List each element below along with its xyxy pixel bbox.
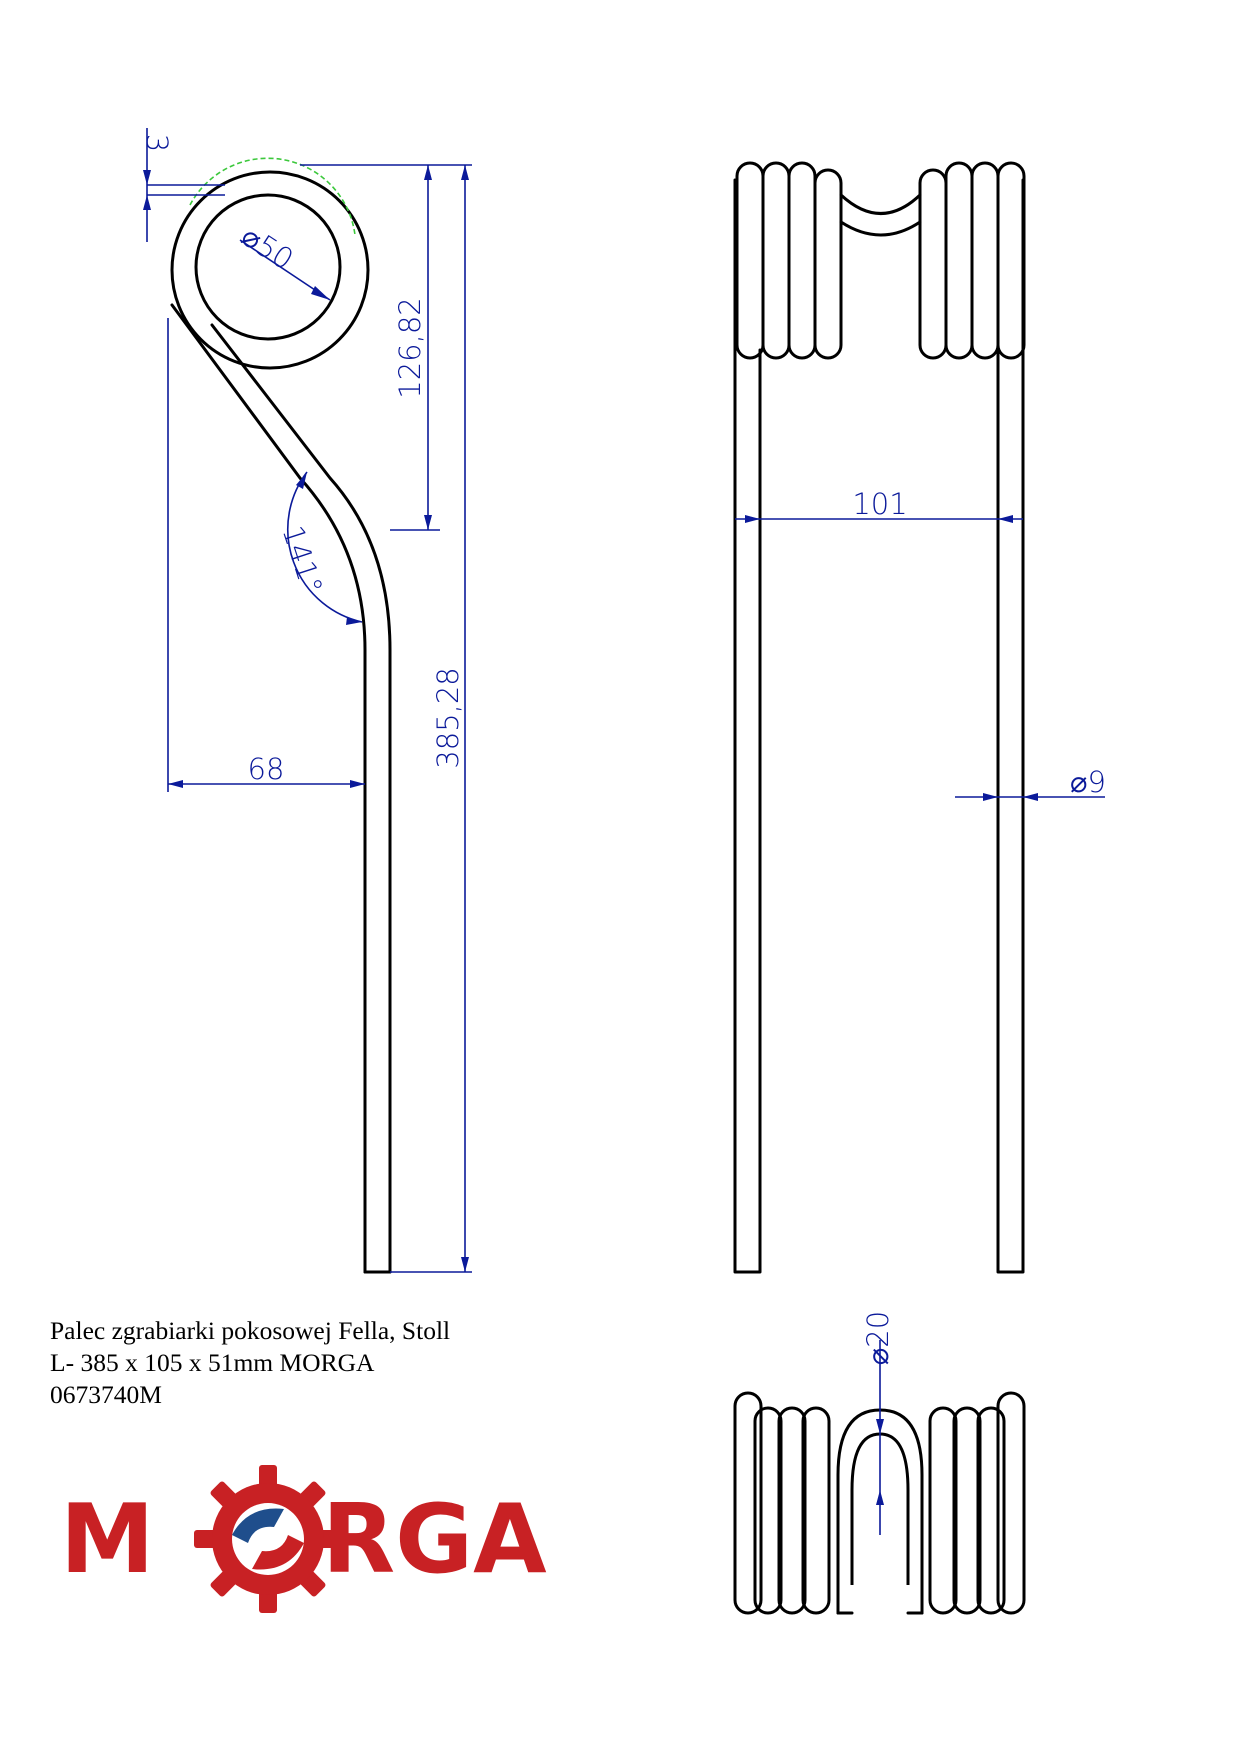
arrow [461, 1257, 469, 1272]
arrow [876, 1490, 884, 1505]
winding [978, 1408, 1004, 1613]
caption-line-2: L- 385 x 105 x 51mm MORGA [50, 1348, 375, 1377]
winding [737, 163, 763, 358]
dim-angle-label: 141° [275, 521, 330, 599]
arrow [143, 195, 151, 210]
side-view [140, 128, 472, 1272]
winding [954, 1408, 980, 1613]
winding [789, 163, 815, 358]
dim-eye-height-label: 126,82 [393, 297, 427, 399]
front-view [735, 163, 1106, 1272]
right-leg [998, 180, 1023, 1272]
winding [815, 170, 841, 358]
gear-icon [194, 1465, 342, 1613]
dim-thickness-label: 3 [140, 133, 174, 153]
winding [735, 1393, 761, 1613]
winding [998, 163, 1024, 358]
bridge-top [841, 195, 920, 214]
arrow [424, 515, 432, 530]
winding [920, 170, 946, 358]
logo-letters-rga: RGA [322, 1485, 547, 1595]
dim-width-label: 101 [852, 487, 908, 521]
dim-total-length-label: 385,28 [431, 667, 465, 769]
arrow [876, 1419, 884, 1434]
dim-offset-label: 68 [247, 752, 285, 786]
logo-letter-m: M [60, 1485, 155, 1595]
arrow [461, 165, 469, 180]
bridge-bottom [841, 222, 920, 235]
arrow [745, 515, 760, 523]
dim-wire-label: ⌀9 [1070, 765, 1106, 799]
winding [930, 1408, 956, 1613]
tine-outline-outer [172, 305, 365, 1272]
arrow [424, 165, 432, 180]
arrow [983, 793, 998, 801]
morga-logo [60, 1449, 600, 1629]
arrow [1023, 793, 1038, 801]
arrow [168, 780, 183, 788]
winding [779, 1408, 805, 1613]
arrow [350, 780, 365, 788]
winding [972, 163, 998, 358]
arrow [143, 170, 151, 185]
caption-line-3: 0673740M [50, 1380, 162, 1409]
dim-coil-label: ⌀20 [861, 1310, 895, 1366]
winding [998, 1393, 1024, 1613]
left-leg [735, 180, 760, 1272]
winding [755, 1408, 781, 1613]
winding [946, 163, 972, 358]
tine-outline-inner [212, 325, 390, 1272]
arrow [998, 515, 1013, 523]
arrow [311, 286, 330, 300]
left-coil [737, 163, 841, 358]
bottom-view [735, 1311, 1024, 1615]
winding [763, 163, 789, 358]
caption [50, 1315, 450, 1411]
dim-eye-label: ⌀50 [235, 218, 300, 277]
winding [803, 1408, 829, 1613]
u-bend-mask [848, 1585, 912, 1615]
right-coil [920, 163, 1024, 358]
caption-line-1: Palec zgrabiarki pokosowej Fella, Stoll [50, 1316, 451, 1345]
